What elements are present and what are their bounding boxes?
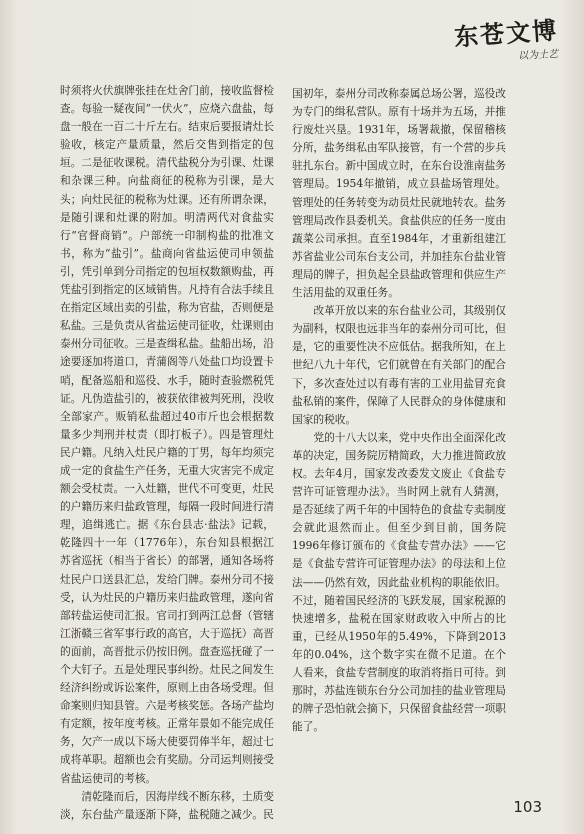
right-text-column: [292, 85, 506, 736]
right-paragraph-2: 改革开放以来的东台盐业公司，其级别仅为副科，权限也远非当年的泰州分司可比，但是，它的重要性决不应低估。据我所知，在上世纪八九十年代，它们就曾在有关部门的配合下，多次查处过以有毒有害的工业用盐冒充食盐私销的案件，保障了人民群众的身体健康和国家的税收。: [292, 304, 506, 426]
right-paragraph-3: 党的十八大以来，党中央作出全面深化改革的决定，国务院厉精简政，大力推进简政放权。去年4月，国家发改委发文废止《食盐专营许可证管理办法》。当时网上就有人猜测，是否延续了两千年的中国特色的食盐专卖制度会就此退然而止。但至少到目前，国务院1996年修订颁布的《食盐专营办法》——它是《食盐专营许可证管理办法》的母法和上位法——仍然有效，因此盐业机构的职能依旧。不过，随着国民经济的飞跃发展，国家税源的快速增多，盐税在国家财政收入中所占的比重，已经从1950年的5.49%，下降到2013年的0.04%，这个数字实在微不足道。在个人看来，食盐专营制度的取消将指日可待。到那时，苏盐连锁东台分公司加挂的盐业管理局的牌子恐怕就会摘下，只保留食盐经营一项职能了。: [292, 430, 506, 734]
column-header-signature: 以为土艺: [517, 48, 559, 63]
column-header-title: 东苍文博: [453, 15, 560, 52]
page-number: 103: [513, 798, 542, 816]
left-paragraph-2: 清乾隆而后，因海岸线不断东移，土质变淡，东台盐产量逐渐下降，盐税随之减少。民: [60, 789, 274, 821]
left-paragraph-1: 时须将火伏旗牌张挂在灶舍门前，接收监督检查。每验一疑夜间“一伏火”，应烧六盘盐，每盘一般在一百二十斤左右。结束后要报请灶长验收，核定产量质量，然后交售到指定的包垣。二是征收课税。清代盐税分为引课、灶课和杂课三种。向盐商征的税称为引课，是大头；向灶民征的税称为灶课。还有所谓杂课，是随引课和灶课的附加。明清两代对食盐实行“官督商销”。户部统一印制构盐的批准文书，称为“盐引”。盐商向省盐运使司申领盐引，凭引单到分司指定的包垣权数额购盐，再凭盐引到指定的区域销售。凡持有合法手续且在指定区域出卖的引盐，称为官盐，否则便是私盐。三是负责从省盐运使司征收，灶课则由泰州分司征收。三是查缉私盐。盐船出场，沿途要逐加将道口，青蒲阁等八处盐口均设置卡哨，配备巡船和巡役、水手，随时查验燃税凭证。凡伪造盐引的，被获依律被判死刑，没收全部家产。贩销私盐超过40市斤也会根据数量多少判刑并杖责（即打板子）。四是管理灶民户籍。凡纳入灶民户籍的丁男，每年均须完成一定的食盐生产任务，无重大灾害完不成定额会受杖责。一入灶籍，世代不可变更，灶民的户籍历来归盐政管理，每隔一段时间进行清理，追缉逃亡。据《东台县志·盐法》记载，乾隆四十一年（1776年），东台知县根据江苏省巡抚（相当于省长）的部署，通知各场将灶民户口送县汇总，发给门牌。泰州分司不接受，认为灶民的户籍历来归盐政管理，遂向省部转盐运使司汇报。官司打到两江总督（管辖江浙赣三省军事行政的高官，大于巡抚）高晋的面前，高晋批示仍按旧例。盘查巡抚碰了一个大钉子。五是处理民事纠纷。灶民之间发生经济纠纷或诉讼案件，原则上由各场受理。但命案则归知县管。六是考核奖惩。各场产盐均有定额，按年度考核。正常年景如不能完成任务，欠产一成以下场大使要罚俸半年，超过七成将革职。超额也会有奖励。分司运判则接受省盐运使司的考核。: [60, 84, 274, 785]
left-text-column: [60, 82, 274, 824]
right-paragraph-1: 国初年，泰州分司改称泰属总场公署，巡役改为专门的缉私营队。原有十场并为五场，并推行废灶兴垦。1931年，场署裁撤，保留稽核分所，盐务缉私由军队接管，有一个营的步兵驻扎东台。新中国成立时，在东台设淮南盐务管理局。1954年撤销，成立县盐场管理处。管理处的任务转变为动员灶民就地转农。盐务管理局改作县委机关。食盐供应的任务一度由蔬菜公司承担。直至1984年，才重新组建江苏省盐业公司东台支公司，并加挂东台盐业管理局的牌子，担负起全县盐政管理和供应生产生活用盐的双重任务。: [292, 87, 506, 300]
